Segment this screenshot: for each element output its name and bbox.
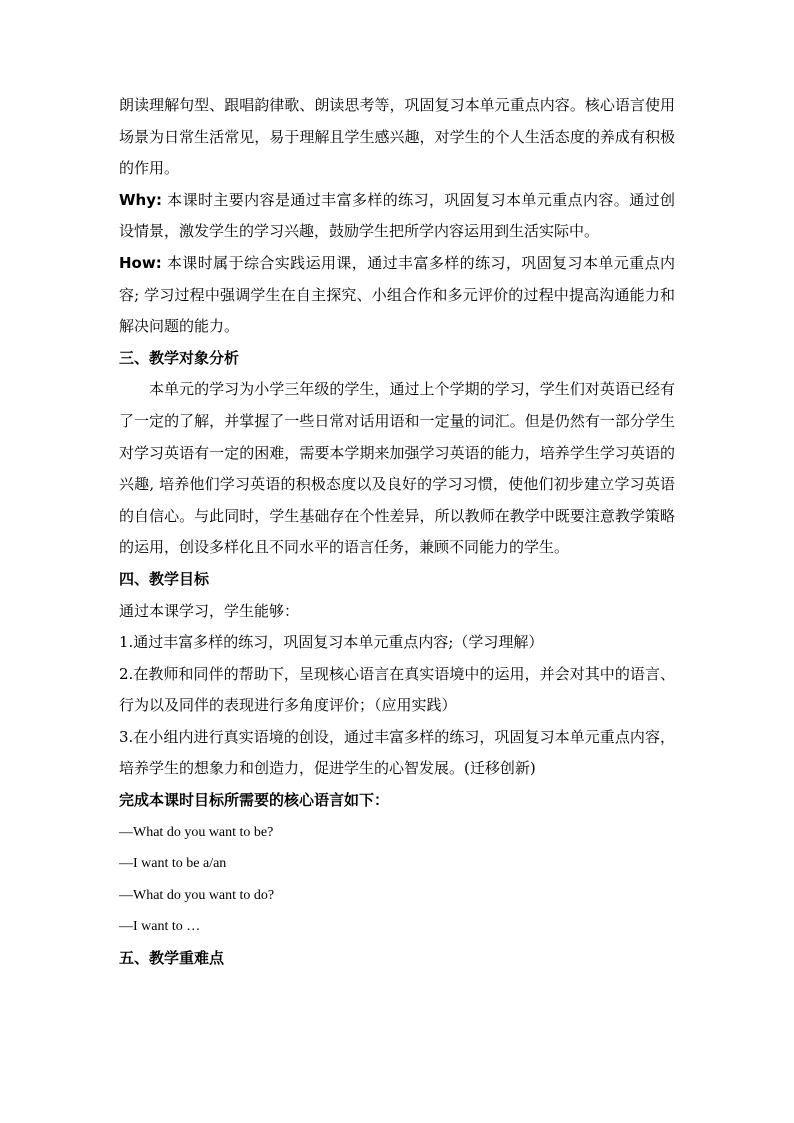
- core-line-1: —What do you want to be?: [119, 824, 274, 840]
- goal-2: 2.在教师和同伴的帮助下，呈现核心语言在真实语境中的运用，并会对其中的语言、行为以及同伴的表现进行多角度评价；（应用实践）: [119, 664, 675, 715]
- core-line-2: —I want to be a/an: [119, 856, 227, 872]
- how-text: 本课时属于综合实践运用课，通过丰富多样的练习，巩固复习本单元重点内容; 学习过程中强调学生在自主探究、小组合作和多元评价的过程中提高沟通能力和解决问题的能力。: [119, 253, 675, 336]
- section4-heading: 四、教学目标: [119, 569, 210, 588]
- why-label: Why:: [119, 190, 163, 209]
- document-page: [119, 90, 675, 975]
- core-language-heading: 完成本课时目标所需要的核心语言如下：: [119, 791, 390, 810]
- core-line-4: —I want to …: [119, 919, 201, 935]
- intro-paragraph: 朗读理解句型、跟唱韵律歌、朗读思考等，巩固复习本单元重点内容。核心语言使用场景为日常生活常见，易于理解且学生感兴趣，对学生的个人生活态度的养成有积极的作用。: [119, 96, 675, 178]
- how-label: How:: [119, 253, 162, 272]
- how-paragraph: [119, 248, 675, 343]
- section5-heading: 五、教学重难点: [119, 949, 225, 968]
- section3-body: 本单元的学习为小学三年级的学生，通过上个学期的学习，学生们对英语已经有了一定的了解，并掌握了一些日常对话用语和一定量的词汇。但是仍然有一部分学生对学习英语有一定的困难，需要本学期来加强学习英语的能力，培养学生学习英语的兴趣, 培养他们学习英语的积极态度以及良好的学习习惯，使他们初步建立学习英语的自信心。与此同时，学生基础存在个性差异，所以教师在教学中既要注意教学策略的运用，创设多样化且不同水平的语言任务，兼顾不同能力的学生。: [119, 380, 675, 557]
- section3-heading: 三、教学对象分析: [119, 348, 240, 367]
- section4-intro: 通过本课学习，学生能够：: [119, 601, 300, 620]
- core-line-3: —What do you want to do?: [119, 887, 275, 903]
- why-text: 本课时主要内容是通过丰富多样的练习，巩固复习本单元重点内容。通过创设情景，激发学生的学习兴趣，鼓励学生把所学内容运用到生活实际中。: [119, 190, 675, 241]
- why-paragraph: [119, 185, 675, 248]
- goal-1: 1.通过丰富多样的练习，巩固复习本单元重点内容;（学习理解）: [119, 633, 544, 652]
- goal-3: 3.在小组内进行真实语境的创设，通过丰富多样的练习，巩固复习本单元重点内容，培养学生的想象力和创造力，促进学生的心智发展。(迁移创新): [119, 727, 675, 778]
